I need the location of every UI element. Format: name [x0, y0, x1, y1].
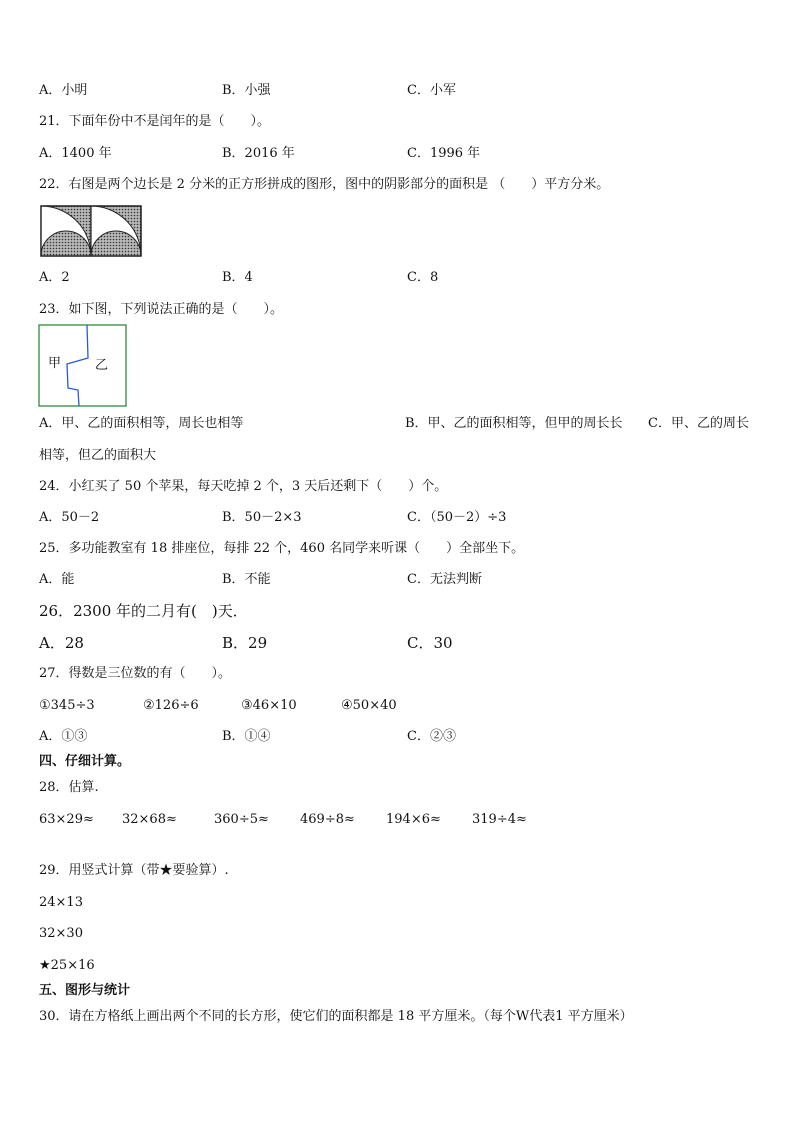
q22-shaded-squares-figure [40, 205, 144, 257]
q21-option-a: A．1400 年 [39, 146, 112, 161]
section-4-heading: 四、仔细计算。 [39, 754, 131, 769]
q28-estimate-1: 63×29≈ [39, 812, 94, 827]
q28-estimate-4: 469÷8≈ [300, 812, 355, 827]
q26-stem: 26．2300 年的二月有( )天． [39, 602, 248, 620]
q29-problem-3: ★25×16 [39, 958, 95, 973]
q25-option-b: B．不能 [222, 572, 271, 587]
q23-figure-label-jia: 甲 [48, 356, 62, 371]
q23-option-b: B．甲、乙的面积相等，但甲的周长长 [405, 416, 623, 431]
q27-option-a: A．①③ [39, 729, 88, 744]
q22-option-c: C．8 [407, 270, 439, 285]
q28-estimate-6: 319÷4≈ [472, 812, 527, 827]
q20-option-b: B．小强 [222, 83, 271, 98]
q28-stem: 28．估算. [39, 780, 99, 795]
q22-stem: 22．右图是两个边长是 2 分米的正方形拼成的图形，图中的阴影部分的面积是 （ ）平方分米。 [39, 177, 610, 192]
q30-stem: 30．请在方格纸上画出两个不同的长方形，使它们的面积都是 18 平方厘米。（每个W代表1 平方厘米） [39, 1009, 633, 1024]
q21-stem: 21．下面年份中不是闰年的是（ ）。 [39, 114, 271, 129]
q28-estimate-2: 32×68≈ [122, 812, 177, 827]
q22-option-a: A．2 [39, 270, 70, 285]
q22-option-b: B．4 [222, 270, 253, 285]
q20-option-a: A．小明 [39, 83, 88, 98]
q23-figure-label-yi: 乙 [95, 358, 109, 373]
q25-option-c: C．无法判断 [407, 572, 482, 587]
q27-expression-2: ②126÷6 [143, 698, 199, 713]
q27-option-b: B．①④ [222, 729, 271, 744]
q25-option-a: A．能 [39, 572, 75, 587]
q24-option-c: C．（50－2）÷3 [407, 510, 507, 525]
q27-expression-4: ④50×40 [341, 698, 397, 713]
q26-option-c: C．30 [407, 634, 453, 652]
q20-option-c: C．小军 [407, 83, 456, 98]
q24-stem: 24．小红买了 50 个苹果，每天吃掉 2 个，3 天后还剩下（ ）个。 [39, 479, 448, 494]
q23-option-a: A．甲、乙的面积相等，周长也相等 [39, 416, 244, 431]
q29-stem: 29．用竖式计算（带★要验算）. [39, 863, 229, 878]
q26-option-b: B．29 [222, 634, 268, 652]
q27-option-c: C．②③ [407, 729, 456, 744]
q29-problem-1: 24×13 [39, 895, 83, 910]
q23-option-c: C．甲、乙的周长 [648, 416, 749, 431]
q27-stem: 27．得数是三位数的有（ ）。 [39, 666, 232, 681]
section-5-heading: 五、图形与统计 [39, 983, 131, 998]
q21-option-b: B．2016 年 [222, 146, 295, 161]
q23-option-c-continued: 相等，但乙的面积大 [39, 448, 157, 463]
q24-option-a: A．50－2 [39, 510, 100, 525]
q27-expression-3: ③46×10 [241, 698, 297, 713]
q29-problem-2: 32×30 [39, 926, 83, 941]
q24-option-b: B．50－2×3 [222, 510, 302, 525]
q26-option-a: A．28 [39, 634, 84, 652]
q28-estimate-5: 194×6≈ [386, 812, 441, 827]
q28-estimate-3: 360÷5≈ [214, 812, 269, 827]
q27-expression-1: ①345÷3 [39, 698, 95, 713]
q25-stem: 25．多功能教室有 18 排座位，每排 22 个，460 名同学来听课（ ）全部坐下。 [39, 541, 525, 556]
q21-option-c: C．1996 年 [407, 146, 481, 161]
q23-stem: 23．如下图，下列说法正确的是（ ）。 [39, 302, 284, 317]
